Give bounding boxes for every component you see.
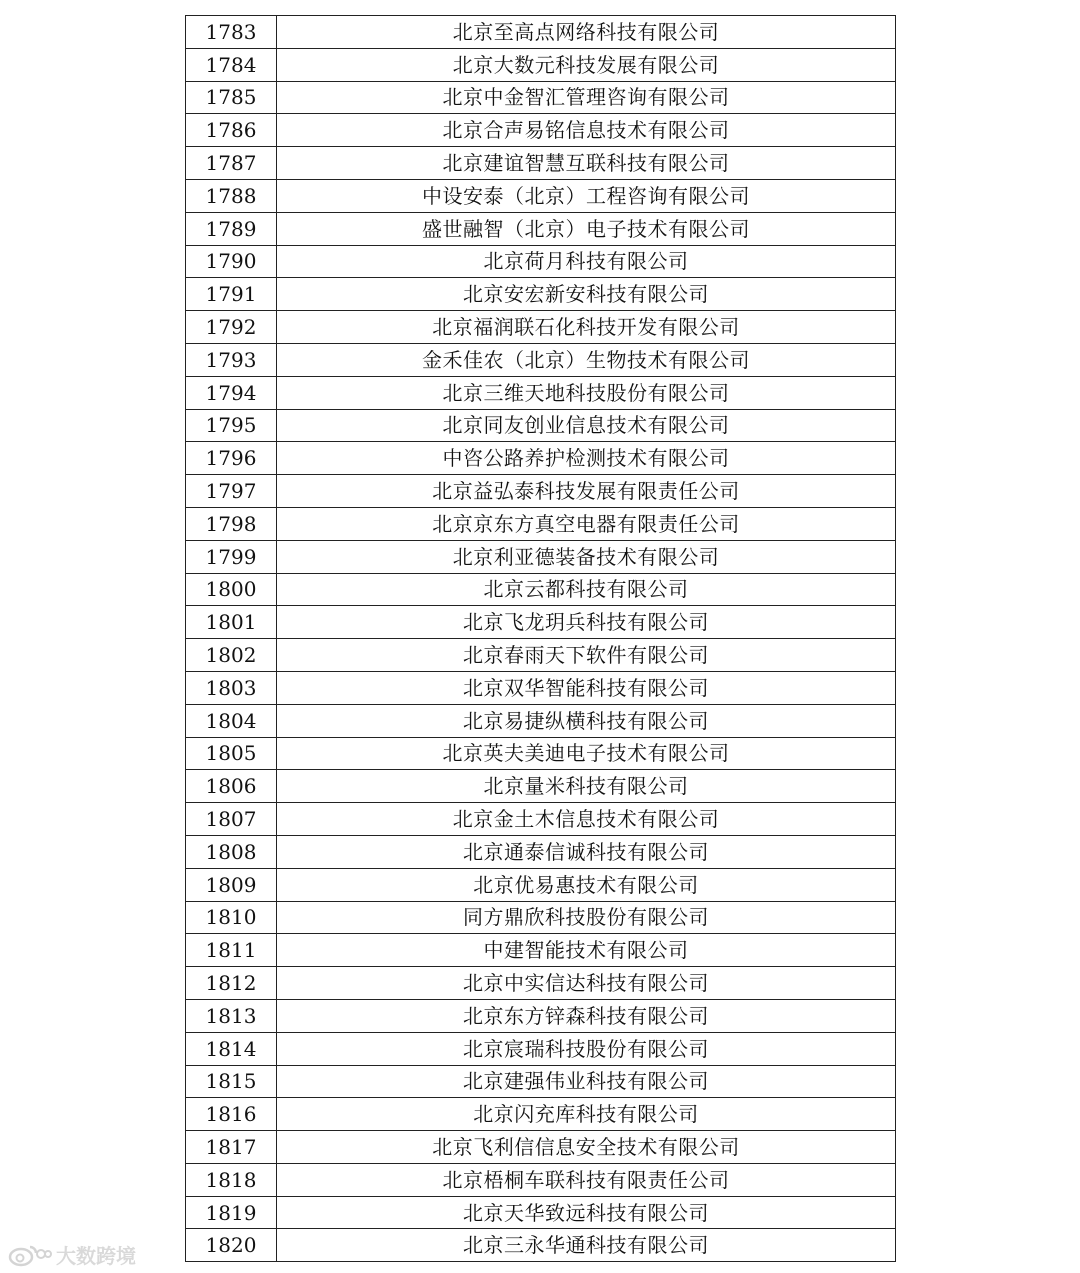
row-number-cell: 1804 xyxy=(186,704,277,737)
table-row xyxy=(186,671,896,704)
row-number-cell: 1783 xyxy=(186,16,277,49)
company-name-cell: 同方鼎欣科技股份有限公司 xyxy=(277,901,896,934)
row-number-cell: 1792 xyxy=(186,311,277,344)
table-row xyxy=(186,278,896,311)
company-name-cell: 中咨公路养护检测技术有限公司 xyxy=(277,442,896,475)
table-row xyxy=(186,311,896,344)
table-row xyxy=(186,737,896,770)
company-name-cell: 北京安宏新安科技有限公司 xyxy=(277,278,896,311)
watermark-text: 大数跨境 xyxy=(56,1244,136,1268)
company-name-cell: 北京通泰信诚科技有限公司 xyxy=(277,835,896,868)
company-name-cell: 北京大数元科技发展有限公司 xyxy=(277,48,896,81)
row-number-cell: 1819 xyxy=(186,1196,277,1229)
row-number-cell: 1818 xyxy=(186,1163,277,1196)
row-number-cell: 1789 xyxy=(186,212,277,245)
table-row xyxy=(186,212,896,245)
table-row xyxy=(186,507,896,540)
row-number-cell: 1816 xyxy=(186,1098,277,1131)
table-row xyxy=(186,147,896,180)
company-name-cell: 盛世融智（北京）电子技术有限公司 xyxy=(277,212,896,245)
table-row xyxy=(186,606,896,639)
company-name-cell: 北京双华智能科技有限公司 xyxy=(277,671,896,704)
table-row xyxy=(186,934,896,967)
table-row xyxy=(186,999,896,1032)
company-name-cell: 北京三永华通科技有限公司 xyxy=(277,1229,896,1262)
table-row xyxy=(186,540,896,573)
table-row xyxy=(186,409,896,442)
row-number-cell: 1802 xyxy=(186,639,277,672)
company-name-cell: 北京金土木信息技术有限公司 xyxy=(277,803,896,836)
company-name-cell: 中建智能技术有限公司 xyxy=(277,934,896,967)
watermark xyxy=(8,1240,136,1269)
company-name-cell: 北京云都科技有限公司 xyxy=(277,573,896,606)
company-name-cell: 北京春雨天下软件有限公司 xyxy=(277,639,896,672)
company-name-cell: 北京飞利信信息安全技术有限公司 xyxy=(277,1131,896,1164)
company-name-cell: 中设安泰（北京）工程咨询有限公司 xyxy=(277,179,896,212)
table-row xyxy=(186,803,896,836)
row-number-cell: 1808 xyxy=(186,835,277,868)
company-name-cell: 北京英夫美迪电子技术有限公司 xyxy=(277,737,896,770)
company-name-cell: 北京三维天地科技股份有限公司 xyxy=(277,376,896,409)
table-row xyxy=(186,114,896,147)
row-number-cell: 1812 xyxy=(186,967,277,1000)
row-number-cell: 1820 xyxy=(186,1229,277,1262)
row-number-cell: 1805 xyxy=(186,737,277,770)
row-number-cell: 1803 xyxy=(186,671,277,704)
table-row xyxy=(186,967,896,1000)
table-row xyxy=(186,1065,896,1098)
table-row xyxy=(186,901,896,934)
row-number-cell: 1814 xyxy=(186,1032,277,1065)
row-number-cell: 1786 xyxy=(186,114,277,147)
row-number-cell: 1787 xyxy=(186,147,277,180)
table-row xyxy=(186,1032,896,1065)
row-number-cell: 1791 xyxy=(186,278,277,311)
table-row xyxy=(186,573,896,606)
table-row xyxy=(186,835,896,868)
row-number-cell: 1793 xyxy=(186,343,277,376)
row-number-cell: 1809 xyxy=(186,868,277,901)
table-row xyxy=(186,704,896,737)
table-row xyxy=(186,1131,896,1164)
row-number-cell: 1785 xyxy=(186,81,277,114)
company-name-cell: 北京量米科技有限公司 xyxy=(277,770,896,803)
table-row xyxy=(186,343,896,376)
company-name-cell: 北京中实信达科技有限公司 xyxy=(277,967,896,1000)
company-name-cell: 北京同友创业信息技术有限公司 xyxy=(277,409,896,442)
table-row xyxy=(186,48,896,81)
row-number-cell: 1795 xyxy=(186,409,277,442)
company-name-cell: 北京合声易铭信息技术有限公司 xyxy=(277,114,896,147)
row-number-cell: 1810 xyxy=(186,901,277,934)
weibo-logo-icon xyxy=(8,1242,52,1268)
table-row xyxy=(186,475,896,508)
company-name-cell: 北京益弘泰科技发展有限责任公司 xyxy=(277,475,896,508)
company-name-cell: 北京福润联石化科技开发有限公司 xyxy=(277,311,896,344)
row-number-cell: 1794 xyxy=(186,376,277,409)
company-name-cell: 北京天华致远科技有限公司 xyxy=(277,1196,896,1229)
row-number-cell: 1790 xyxy=(186,245,277,278)
table-row xyxy=(186,179,896,212)
company-name-cell: 金禾佳农（北京）生物技术有限公司 xyxy=(277,343,896,376)
row-number-cell: 1797 xyxy=(186,475,277,508)
row-number-cell: 1817 xyxy=(186,1131,277,1164)
row-number-cell: 1800 xyxy=(186,573,277,606)
table-row xyxy=(186,770,896,803)
company-name-cell: 北京利亚德装备技术有限公司 xyxy=(277,540,896,573)
row-number-cell: 1811 xyxy=(186,934,277,967)
row-number-cell: 1807 xyxy=(186,803,277,836)
company-name-cell: 北京飞龙玥兵科技有限公司 xyxy=(277,606,896,639)
company-name-cell: 北京宸瑞科技股份有限公司 xyxy=(277,1032,896,1065)
row-number-cell: 1788 xyxy=(186,179,277,212)
row-number-cell: 1801 xyxy=(186,606,277,639)
table-row xyxy=(186,1098,896,1131)
row-number-cell: 1806 xyxy=(186,770,277,803)
table-row xyxy=(186,639,896,672)
company-list-table xyxy=(185,15,896,1262)
company-name-cell: 北京京东方真空电器有限责任公司 xyxy=(277,507,896,540)
table-row xyxy=(186,1229,896,1262)
row-number-cell: 1784 xyxy=(186,48,277,81)
row-number-cell: 1799 xyxy=(186,540,277,573)
row-number-cell: 1813 xyxy=(186,999,277,1032)
company-name-cell: 北京梧桐车联科技有限责任公司 xyxy=(277,1163,896,1196)
company-name-cell: 北京优易惠技术有限公司 xyxy=(277,868,896,901)
company-name-cell: 北京东方锌森科技有限公司 xyxy=(277,999,896,1032)
table-row xyxy=(186,1196,896,1229)
company-name-cell: 北京至高点网络科技有限公司 xyxy=(277,16,896,49)
table-row xyxy=(186,245,896,278)
company-name-cell: 北京建强伟业科技有限公司 xyxy=(277,1065,896,1098)
company-name-cell: 北京闪充库科技有限公司 xyxy=(277,1098,896,1131)
table-body xyxy=(186,16,896,1262)
company-name-cell: 北京易捷纵横科技有限公司 xyxy=(277,704,896,737)
table-row xyxy=(186,442,896,475)
row-number-cell: 1798 xyxy=(186,507,277,540)
company-name-cell: 北京中金智汇管理咨询有限公司 xyxy=(277,81,896,114)
company-name-cell: 北京荷月科技有限公司 xyxy=(277,245,896,278)
table-row xyxy=(186,1163,896,1196)
table-row xyxy=(186,16,896,49)
company-name-cell: 北京建谊智慧互联科技有限公司 xyxy=(277,147,896,180)
row-number-cell: 1796 xyxy=(186,442,277,475)
table-row xyxy=(186,81,896,114)
row-number-cell: 1815 xyxy=(186,1065,277,1098)
table-row xyxy=(186,868,896,901)
table-row xyxy=(186,376,896,409)
